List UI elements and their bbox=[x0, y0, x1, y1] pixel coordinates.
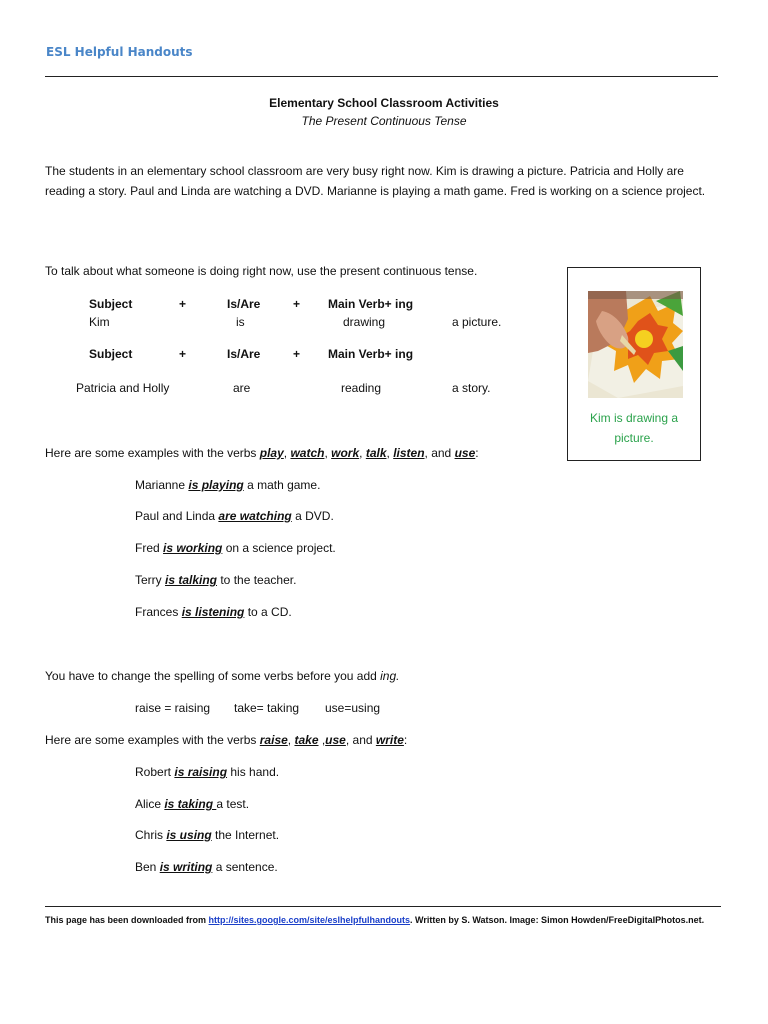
example-sentence bbox=[135, 860, 278, 874]
verb-watch: watch bbox=[290, 446, 325, 460]
spelling-text: You have to change the spelling of some verbs before you add bbox=[45, 669, 381, 683]
picture-frame bbox=[567, 267, 701, 461]
page-title: Elementary School Classroom Activities bbox=[269, 96, 499, 110]
table-row2-aux: are bbox=[233, 381, 251, 395]
verb-listen: listen bbox=[393, 446, 425, 460]
sentence-rest: a math game. bbox=[243, 478, 321, 492]
header-divider bbox=[45, 76, 718, 77]
sentence-rest: his hand. bbox=[227, 765, 280, 779]
verb-write: write bbox=[375, 733, 404, 747]
ing-suffix: ing. bbox=[380, 669, 400, 683]
sentence-verb: is writing bbox=[159, 860, 213, 874]
separator: , bbox=[287, 733, 295, 747]
verb-use: use bbox=[454, 446, 476, 460]
table-row2-object: a story. bbox=[452, 381, 491, 395]
separator: , bbox=[283, 446, 291, 460]
separator: , and bbox=[424, 446, 455, 460]
table-header-plus: + bbox=[293, 297, 301, 311]
brand-title: ESL Helpful Handouts bbox=[46, 45, 193, 59]
table-header-mainverb: Main Verb+ ing bbox=[328, 347, 414, 361]
sentence-subject: Terry bbox=[135, 573, 165, 587]
sentence-subject: Alice bbox=[135, 797, 165, 811]
table-row2-subject: Patricia and Holly bbox=[76, 381, 170, 395]
page-subtitle: The Present Continuous Tense bbox=[301, 114, 467, 128]
verb-raise: raise bbox=[259, 733, 288, 747]
colon: : bbox=[475, 446, 479, 460]
sentence-rest: a DVD. bbox=[291, 509, 334, 523]
footer-divider bbox=[45, 906, 721, 907]
examples-intro-1 bbox=[45, 446, 479, 460]
explain-line: To talk about what someone is doing right now, use the present continuous tense. bbox=[45, 264, 478, 278]
sentence-verb: is working bbox=[163, 541, 223, 555]
footer-credits bbox=[45, 915, 704, 925]
sentence-verb: are watching bbox=[218, 509, 292, 523]
example-sentence bbox=[135, 478, 320, 492]
sentence-subject: Chris bbox=[135, 828, 167, 842]
spelling-line bbox=[45, 669, 399, 683]
table-header-isare: Is/Are bbox=[227, 297, 261, 311]
sentence-verb: is playing bbox=[188, 478, 244, 492]
colon: : bbox=[403, 733, 408, 747]
sentence-rest: on a science project. bbox=[222, 541, 336, 555]
spelling-pair: raise = raising bbox=[135, 701, 211, 715]
example-sentence bbox=[135, 765, 279, 779]
sentence-rest: a test. bbox=[216, 797, 250, 811]
sentence-rest: a sentence. bbox=[212, 860, 278, 874]
intro-text: Here are some examples with the verbs bbox=[45, 733, 260, 747]
caption-line: Kim is drawing a bbox=[589, 411, 679, 425]
table-row1-subject: Kim bbox=[89, 315, 110, 329]
spelling-pair: use=using bbox=[325, 701, 381, 715]
sentence-verb: is raising bbox=[174, 765, 228, 779]
caption-line: picture. bbox=[614, 431, 654, 445]
separator: , bbox=[324, 446, 332, 460]
intro-paragraph: The students in an elementary school classroom are very busy right now. Kim is drawing a picture. Patricia and Holly are reading a story. Paul and Linda are watching a DVD. Marianne is playing a math game. Fred is working on a science project. bbox=[45, 164, 706, 198]
sentence-rest: to the teacher. bbox=[217, 573, 297, 587]
separator: , and bbox=[345, 733, 376, 747]
footer-text: . Written by S. Watson. Image: Simon Howden/FreeDigitalPhotos.net. bbox=[410, 915, 705, 925]
sentence-subject: Fred bbox=[135, 541, 164, 555]
sentence-subject: Ben bbox=[135, 860, 160, 874]
sentence-subject: Marianne bbox=[135, 478, 189, 492]
separator: , bbox=[386, 446, 394, 460]
example-sentence bbox=[135, 541, 336, 555]
source-link[interactable]: http://sites.google.com/site/eslhelpfulhandouts bbox=[208, 915, 411, 925]
separator: , bbox=[359, 446, 366, 460]
examples-intro-2 bbox=[45, 733, 407, 747]
verb-use: use bbox=[325, 733, 346, 747]
sentence-verb: is listening bbox=[181, 605, 245, 619]
picture-caption bbox=[568, 408, 700, 448]
table-header-subject: Subject bbox=[89, 297, 133, 311]
example-sentence bbox=[135, 828, 279, 842]
table-row1-verb: drawing bbox=[343, 315, 386, 329]
verb-talk: talk bbox=[365, 446, 387, 460]
sentence-verb: is using bbox=[166, 828, 212, 842]
table-header-plus: + bbox=[179, 297, 187, 311]
spelling-pair: take= taking bbox=[234, 701, 300, 715]
kim-drawing-photo bbox=[588, 291, 683, 398]
example-sentence bbox=[135, 573, 296, 587]
sentence-verb: is taking bbox=[164, 797, 217, 811]
intro-text: Here are some examples with the verbs bbox=[45, 446, 260, 460]
table-header-subject: Subject bbox=[89, 347, 133, 361]
verb-take: take bbox=[294, 733, 319, 747]
sentence-rest: the Internet. bbox=[211, 828, 280, 842]
table-row1-aux: is bbox=[236, 315, 245, 329]
sentence-rest: to a CD. bbox=[244, 605, 292, 619]
sentence-subject: Paul and Linda bbox=[135, 509, 219, 523]
verb-play: play bbox=[259, 446, 284, 460]
separator: , bbox=[318, 733, 326, 747]
footer-text: This page has been downloaded from bbox=[45, 915, 209, 925]
table-header-mainverb: Main Verb+ ing bbox=[328, 297, 414, 311]
sentence-subject: Robert bbox=[135, 765, 175, 779]
example-sentence bbox=[135, 797, 249, 811]
verb-work: work bbox=[331, 446, 360, 460]
table-row1-object: a picture. bbox=[452, 315, 502, 329]
sentence-verb: is talking bbox=[165, 573, 218, 587]
example-sentence bbox=[135, 509, 334, 523]
example-sentence bbox=[135, 605, 292, 619]
sentence-subject: Frances bbox=[135, 605, 182, 619]
table-row2-verb: reading bbox=[341, 381, 382, 395]
table-header-plus: + bbox=[179, 347, 187, 361]
table-header-plus: + bbox=[293, 347, 301, 361]
table-header-isare: Is/Are bbox=[227, 347, 261, 361]
